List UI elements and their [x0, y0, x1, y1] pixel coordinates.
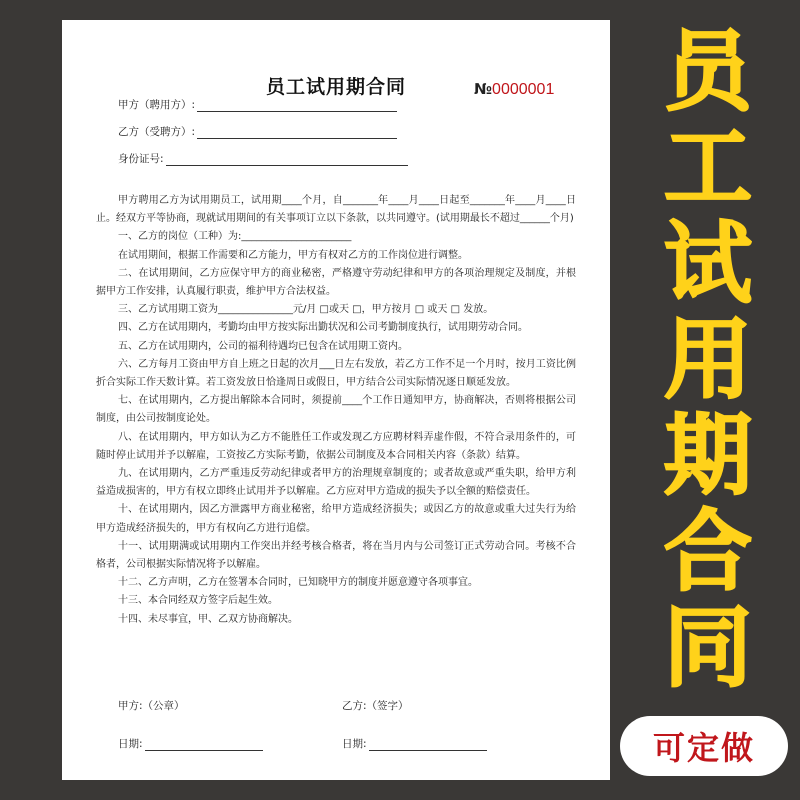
paragraph: 十三、本合同经双方签字后起生效。 — [118, 595, 278, 607]
date-party-a — [118, 736, 263, 751]
customizable-badge — [620, 716, 788, 776]
contract-title: 员工试用期合同 — [265, 76, 406, 98]
party-a-field — [118, 97, 397, 112]
banner-char: 期 — [663, 404, 752, 507]
banner-char: 员 — [663, 20, 752, 123]
date-a-label: 日期: — [118, 738, 143, 750]
banner-char: 工 — [663, 116, 752, 219]
date-a-line — [145, 739, 263, 751]
date-b-line — [369, 739, 487, 751]
serial-number — [474, 80, 554, 99]
serial-value: 0000001 — [492, 81, 555, 98]
paragraph: 三、乙方试用期工资为_______________元/月 □或天 □，甲方按月 □ 或天 □ 发放。 — [118, 304, 494, 316]
sign-party-b: 乙方:（签字） — [342, 700, 409, 712]
party-b-field — [118, 124, 397, 139]
id-number-line — [166, 154, 408, 166]
id-number-field — [118, 151, 408, 166]
serial-prefix: № — [474, 80, 493, 98]
party-b-label: 乙方（受聘方）: — [118, 126, 196, 138]
banner-title — [628, 20, 788, 699]
party-a-line — [197, 100, 397, 112]
paragraph: 十四、未尽事宜，甲、乙双方协商解决。 — [118, 613, 298, 625]
paragraph: 甲方聘用乙方为试用期员工，试用期____个月，自_______年____月____日起至_______年____月____日止。经双方平等协商，现就试用期间的有关事项订立以下条款，以共同遵守。(试用期最长不超过______个月) — [96, 195, 576, 225]
party-a-label: 甲方（聘用方）: — [118, 99, 196, 111]
banner-char: 试 — [663, 212, 752, 315]
date-b-label: 日期: — [342, 738, 367, 750]
banner-char: 合 — [663, 500, 752, 603]
paragraph: 在试用期间，根据工作需要和乙方能力，甲方有权对乙方的工作岗位进行调整。 — [118, 249, 468, 261]
contract-body — [96, 192, 576, 629]
sign-party-a: 甲方:（公章） — [118, 700, 185, 712]
paragraph: 八、在试用期内，甲方如认为乙方不能胜任工作或发现乙方应聘材料弄虚作假，不符合录用条件的，可随时停止试用并予以解雇，工资按乙方实际考勤，依据公司制度及本合同相关内容（条款）结算。 — [96, 431, 576, 461]
contract-paper — [62, 20, 610, 780]
paragraph: 二、在试用期间，乙方应保守甲方的商业秘密，严格遵守劳动纪律和甲方的各项治理规定及制度，并根据甲方工作安排，认真履行职责，维护甲方合法权益。 — [96, 267, 576, 298]
party-b-line — [197, 127, 397, 139]
paragraph: 十二、乙方声明，乙方在签署本合同时，已知晓甲方的制度并愿意遵守各项事宜。 — [118, 577, 478, 589]
id-number-label: 身份证号: — [118, 153, 164, 165]
badge-label: 可定做 — [652, 729, 755, 767]
paragraph: 九、在试用期内，乙方严重违反劳动纪律或者甲方的治理规章制度的；或者故意或严重失职，给甲方利益造成损害的，甲方有权立即终止试用并予以解雇。乙方应对甲方造成的损失予以全额的赔偿责任。 — [96, 468, 576, 498]
paragraph: 五、乙方在试用期内，公司的福利待遇均已包含在试用期工资内。 — [118, 340, 408, 352]
banner-char: 用 — [663, 308, 752, 411]
banner-char: 同 — [663, 596, 752, 699]
paragraph: 十一、试用期满或试用期内工作突出并经考核合格者，将在当月内与公司签订正式劳动合同。考核不合格者，公司根据实际情况将予以解雇。 — [96, 540, 576, 571]
paragraph: 一、乙方的岗位（工种）为:______________________ — [118, 231, 352, 243]
paragraph: 十、在试用期内，因乙方泄露甲方商业秘密，给甲方造成经济损失；或因乙方的故意或重大过失行为给甲方造成经济损失的，甲方有权向乙方进行追偿。 — [96, 504, 576, 534]
paragraph: 六、乙方每月工资由甲方自上班之日起的次月___日左右发放，若乙方工作不足一个月时，按月工资比例折合实际工作天数计算。若工资发放日恰逢周日或假日，甲方结合公司实际情况逐日顺延发放。 — [96, 358, 576, 389]
paragraph: 四、乙方在试用期内，考勤均由甲方按实际出勤状况和公司考勤制度执行，试用期劳动合同。 — [118, 322, 528, 334]
paragraph: 七、在试用期内，乙方提出解除本合同时，须提前____个工作日通知甲方，协商解决，否则将根据公司制度，由公司按制度论处。 — [96, 395, 576, 425]
date-party-b — [342, 736, 487, 751]
